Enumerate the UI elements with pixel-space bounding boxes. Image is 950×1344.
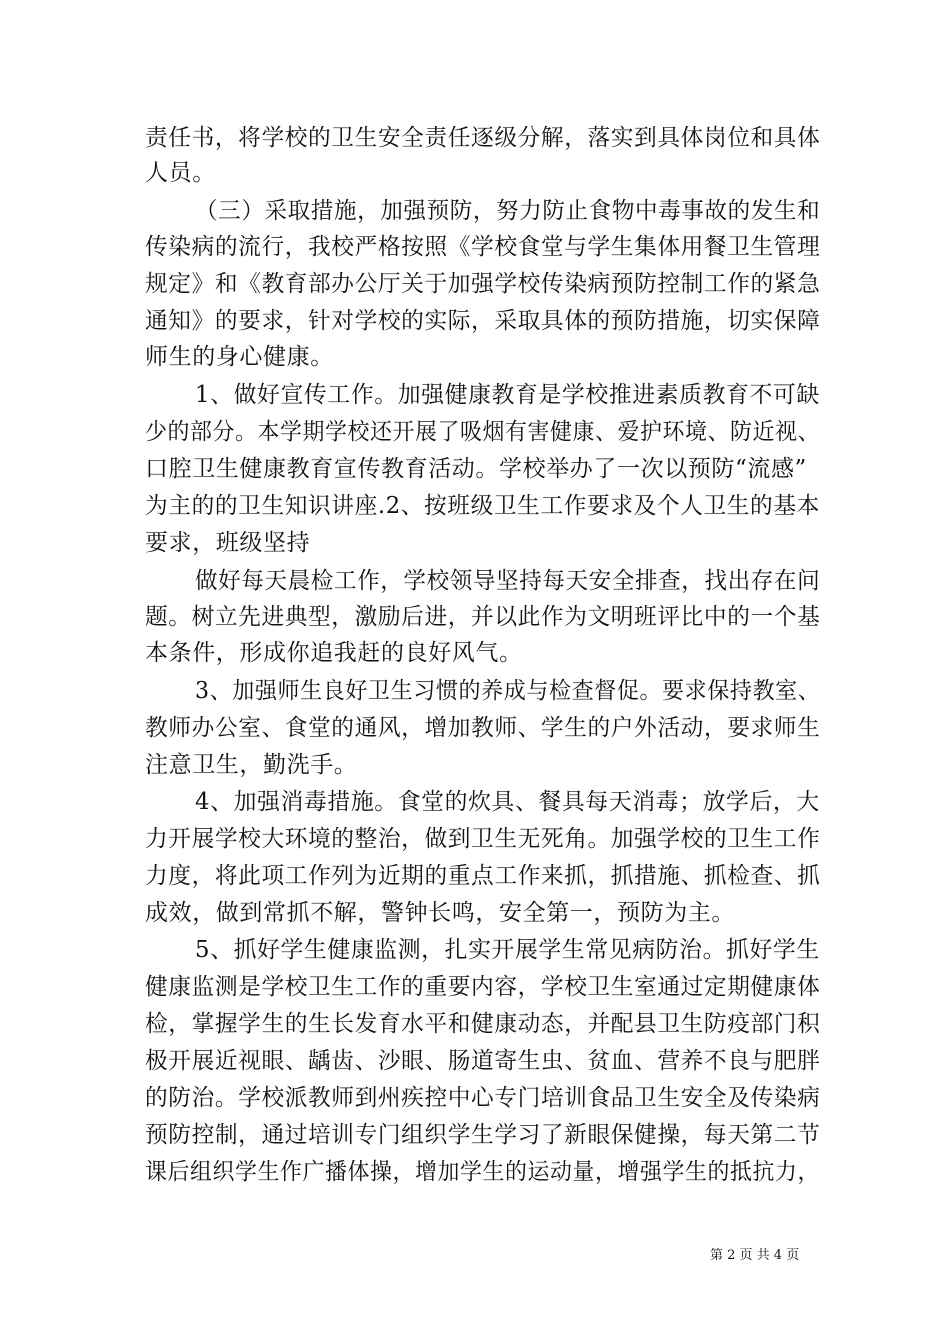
page-number: 第 2 页 共 4 页 xyxy=(710,1248,800,1263)
text-line: 规定》和《教育部办公厅关于加强学校传染病预防控制工作的紧急 xyxy=(145,271,821,297)
text-line: 1、做好宣传工作。加强健康教育是学校推进素质教育不可缺 xyxy=(195,382,820,408)
text-line: 本条件，形成你追我赶的良好风气。 xyxy=(145,640,523,666)
text-line: 课后组织学生作广播体操，增加学生的运动量，增强学生的抵抗力， xyxy=(145,1159,821,1185)
text-line: 为主的的卫生知识讲座.2、按班级卫生工作要求及个人卫生的基本 xyxy=(145,493,820,519)
text-line: 注意卫生，勤洗手。 xyxy=(145,752,358,778)
text-line: 检，掌握学生的生长发育水平和健康动态，并配县卫生防疫部门积 xyxy=(145,1011,821,1037)
text-line: 题。树立先进典型，激励后进，并以此作为文明班评比中的一个基 xyxy=(145,604,821,630)
text-line: 健康监测是学校卫生工作的重要内容，学校卫生室通过定期健康体 xyxy=(145,974,821,1000)
text-line: 做好每天晨检工作，学校领导坚持每天安全排查，找出存在问 xyxy=(195,568,821,594)
text-line: 教师办公室、食堂的通风，增加教师、学生的户外活动，要求师生 xyxy=(145,715,821,741)
text-line: 人员。 xyxy=(145,160,216,186)
text-line: 责任书，将学校的卫生安全责任逐级分解，落实到具体岗位和具体 xyxy=(145,125,821,151)
text-line: 力度，将此项工作列为近期的重点工作来抓，抓措施、抓检查、抓 xyxy=(145,863,821,889)
text-line: （三）采取措施，加强预防，努力防止食物中毒事故的发生和 xyxy=(195,198,821,224)
text-line: 的防治。学校派教师到州疾控中心专门培训食品卫生安全及传染病 xyxy=(145,1085,821,1111)
text-line: 通知》的要求，针对学校的实际，采取具体的预防措施，切实保障 xyxy=(145,308,821,334)
text-line: 力开展学校大环境的整治，做到卫生无死角。加强学校的卫生工作 xyxy=(145,826,821,852)
text-line: 传染病的流行，我校严格按照《学校食堂与学生集体用餐卫生管理 xyxy=(145,234,821,260)
text-line: 4、加强消毒措施。食堂的炊具、餐具每天消毒；放学后，大 xyxy=(195,789,820,815)
text-line: 5、抓好学生健康监测，扎实开展学生常见病防治。抓好学生 xyxy=(195,937,820,963)
text-line: 成效，做到常抓不解，警钟长鸣，安全第一，预防为主。 xyxy=(145,900,735,926)
text-line: 少的部分。本学期学校还开展了吸烟有害健康、爱护环境、防近视、 xyxy=(145,419,821,445)
text-line: 极开展近视眼、龋齿、沙眼、肠道寄生虫、贫血、营养不良与肥胖 xyxy=(145,1048,821,1074)
text-line: 3、加强师生良好卫生习惯的养成与检查督促。要求保持教室、 xyxy=(195,678,821,704)
text-line: 要求，班级坚持 xyxy=(145,530,311,556)
text-line: 师生的身心健康。 xyxy=(145,344,334,370)
text-line: 口腔卫生健康教育宣传教育活动。学校举办了一次以预防“流感” xyxy=(145,456,807,482)
text-line: 预防控制，通过培训专门组织学生学习了新眼保健操，每天第二节 xyxy=(145,1122,821,1148)
